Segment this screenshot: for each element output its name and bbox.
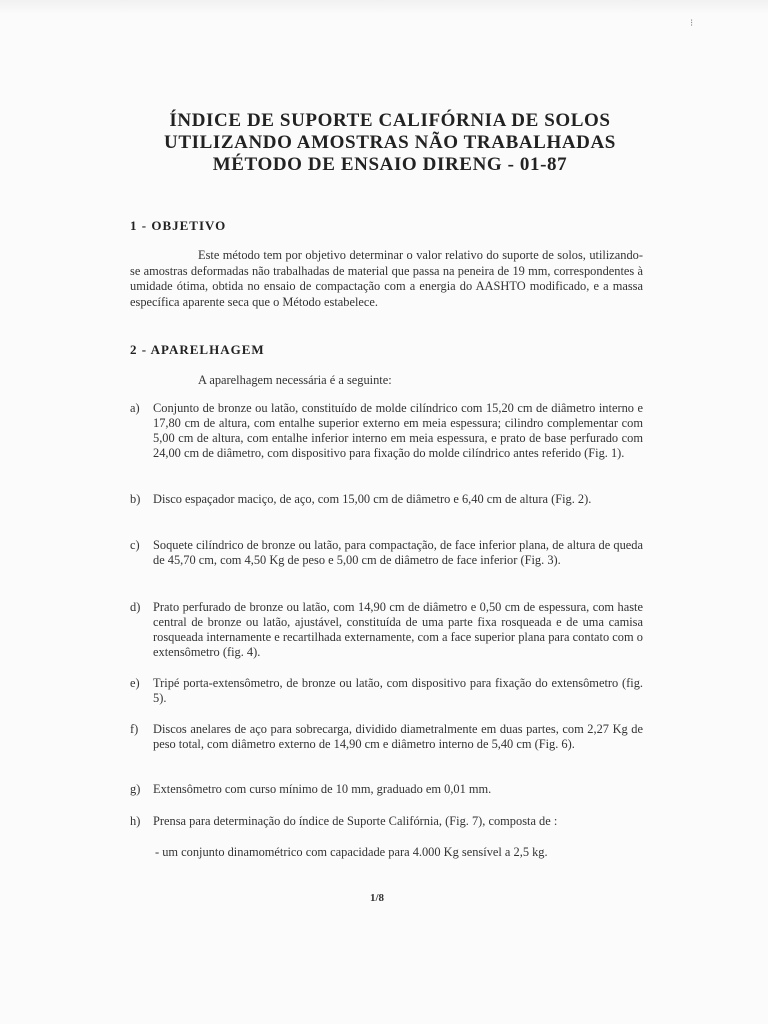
list-marker: c) (130, 538, 140, 552)
list-item-text: Prensa para determinação do índice de Suporte Califórnia, (Fig. 7), composta de : (153, 814, 558, 828)
list-item-text: Conjunto de bronze ou latão, constituído de molde cilíndrico com 15,20 cm de diâmetro interno e 17,80 cm de altura, com entalhe superior externo em meia espessura; cilindro complementar com 5,00 cm de altura, com entalhe inferior interno em meia espessura, e prato de base perfurado com 24,00 cm de diâmetro, com dispositivo para fixação do molde cilíndrico antes referido (Fig. 1). (153, 401, 643, 460)
list-item-g (130, 782, 643, 797)
apparatus-intro: A aparelhagem necessária é a seguinte: (198, 373, 392, 387)
list-item-a (130, 401, 643, 461)
title-line-3: MÉTODO DE ENSAIO DIRENG - 01-87 (212, 154, 568, 175)
list-item-d (130, 600, 643, 660)
list-marker: e) (130, 676, 140, 690)
list-item-text: Soquete cilíndrico de bronze ou latão, para compactação, de face inferior plana, de altura de queda de 45,70 cm, com 4,50 Kg de peso e 5,00 cm de diâmetro de face inferior (Fig. 3). (153, 538, 643, 567)
dynamometer-subitem: - um conjunto dinamométrico com capacidade para 4.000 Kg sensível a 2,5 kg. (155, 845, 548, 859)
list-item-c (130, 538, 643, 568)
list-marker: b) (130, 492, 141, 506)
list-item-e (130, 676, 643, 706)
list-item-text: Extensômetro com curso mínimo de 10 mm, graduado em 0,01 mm. (153, 782, 492, 796)
title-line-1: ÍNDICE DE SUPORTE CALIFÓRNIA DE SOLOS (169, 110, 611, 131)
list-item-text: Tripé porta-extensômetro, de bronze ou latão, com dispositivo para fixação do extensômetro (fig. 5). (153, 676, 643, 705)
list-marker: g) (130, 782, 141, 796)
corner-mark: ⁝ (690, 18, 694, 29)
page-number: 1/8 (370, 892, 385, 904)
list-item-b (130, 492, 643, 507)
list-marker: f) (130, 722, 139, 736)
list-item-text: Discos anelares de aço para sobrecarga, dividido diametralmente em duas partes, com 2,27 Kg de peso total, com diâmetro externo de 14,90 cm e diâmetro interno de 5,40 cm (Fig. 6). (153, 722, 643, 751)
scan-edge (0, 0, 768, 14)
title-line-2: UTILIZANDO AMOSTRAS NÃO TRABALHADAS (164, 132, 616, 153)
list-marker: a) (130, 401, 140, 415)
list-marker: d) (130, 600, 141, 614)
section-1-heading: 1 - OBJETIVO (130, 218, 227, 233)
section-2-heading: 2 - APARELHAGEM (130, 342, 265, 357)
list-item-text: Prato perfurado de bronze ou latão, com 14,90 cm de diâmetro e 0,50 cm de espessura, com haste central de bronze ou latão, ajustável, constituída de uma parte fixa rosqueada e de uma camisa rosqueada internamente e recartilhada externamente, com a face superior plana para contato com o extensômetro (fig. 4). (153, 600, 643, 659)
list-item-h (130, 814, 643, 829)
objective-paragraph: Este método tem por objetivo determinar o valor relativo do suporte de solos, utilizando-se amostras deformadas não trabalhadas de material que passa na peneira de 19 mm, correspondentes à umidade ótima, obtida no ensaio de compactação com a energia do AASHTO modificado, e a massa específica aparente seca que o Método estabelece. (130, 248, 643, 309)
list-marker: h) (130, 814, 141, 828)
list-item-text: Disco espaçador maciço, de aço, com 15,00 cm de diâmetro e 6,40 cm de altura (Fig. 2). (153, 492, 592, 506)
list-item-f (130, 722, 643, 752)
